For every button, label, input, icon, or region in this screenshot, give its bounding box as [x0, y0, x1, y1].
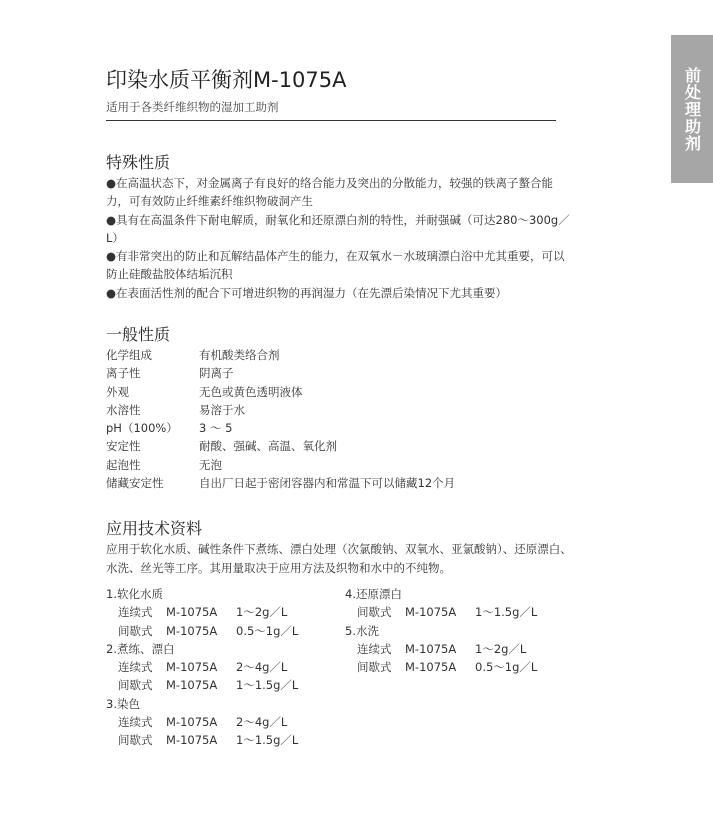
dosage-line — [345, 603, 537, 621]
property-key: 安定性 — [106, 439, 141, 454]
dosage-line — [106, 676, 298, 694]
dosage-amount: 1～2g／L — [475, 641, 527, 656]
dosage-amount: 1～1.5g／L — [236, 733, 299, 748]
dosage-product: M-1075A — [405, 641, 457, 656]
title-divider — [106, 120, 556, 121]
application-category: 3.染色 — [106, 696, 140, 711]
dosage-line — [345, 658, 537, 676]
application-category: 5.水洗 — [345, 623, 379, 638]
dosage-product: M-1075A — [166, 733, 218, 748]
section-side-tab — [671, 35, 713, 183]
dosage-product: M-1075A — [166, 678, 218, 693]
property-row — [106, 401, 455, 419]
application-list-left — [106, 585, 298, 750]
dosage-amount: 1～2g／L — [236, 605, 288, 620]
dosage-line — [106, 713, 298, 731]
application-intro: 应用于软化水质、碱性条件下煮练、漂白处理（次氯酸钠、双氧水、亚氯酸钠）、还原漂白、水洗、丝光等工序。其用量取决于应用方法及织物和水中的不纯物。 — [106, 542, 572, 575]
dosage-product: M-1075A — [166, 605, 218, 620]
page-title: 印染水质平衡剂M-1075A — [106, 68, 347, 92]
dosage-amount: 1～1.5g／L — [236, 678, 299, 693]
application-category: 1.软化水质 — [106, 587, 163, 601]
dosage-mode: 连续式 — [118, 605, 153, 620]
property-value: 无色或黄色透明液体 — [199, 384, 303, 399]
property-value: 阴离子 — [199, 366, 234, 381]
application-category: 2.煮练、漂白 — [106, 641, 175, 656]
dosage-mode: 间歇式 — [357, 660, 392, 675]
property-key: pH（100%） — [106, 421, 178, 436]
dosage-mode: 连续式 — [118, 715, 153, 730]
dosage-amount: 0.5～1g／L — [236, 623, 299, 638]
application-list-right — [345, 585, 537, 676]
feature-item: ●有非常突出的防止和瓦解结晶体产生的能力，在双氧水－水玻璃漂白浴中尤其重要，可以防止硅酸盐胶体结垢沉积 — [106, 249, 565, 282]
feature-item: ●在高温状态下，对金属离子有良好的络合能力及突出的分散能力，较强的铁离子螯合能力，可有效防止纤维素纤维织物破洞产生 — [106, 176, 554, 209]
dosage-mode: 间歇式 — [118, 733, 153, 748]
property-value: 易溶于水 — [199, 402, 245, 417]
dosage-amount: 2～4g／L — [236, 715, 288, 730]
property-value: 3 ～ 5 — [199, 421, 233, 436]
property-row — [106, 456, 455, 474]
dosage-mode: 间歇式 — [118, 678, 153, 693]
dosage-line — [106, 622, 298, 640]
property-row — [106, 346, 455, 364]
dosage-amount: 1～1.5g／L — [475, 605, 538, 620]
properties-heading: 一般性质 — [106, 325, 171, 344]
dosage-product: M-1075A — [405, 605, 457, 620]
dosage-line — [106, 731, 298, 749]
side-tab-label: 前处理助剂 — [682, 66, 702, 152]
properties-table — [106, 346, 455, 492]
property-row — [106, 383, 455, 401]
dosage-mode: 连续式 — [118, 660, 153, 675]
dosage-line — [106, 658, 298, 676]
property-value: 自出厂日起于密闭容器内和常温下可以储藏12个月 — [199, 476, 456, 491]
features-list — [106, 174, 576, 302]
application-category: 4.还原漂白 — [345, 587, 402, 601]
feature-item: ●具有在高温条件下耐电解质，耐氧化和还原漂白剂的特性，并耐强碱（可达280～300g／L） — [106, 212, 570, 245]
dosage-mode: 连续式 — [357, 641, 392, 656]
property-row — [106, 364, 455, 382]
dosage-product: M-1075A — [166, 623, 218, 638]
property-value: 无泡 — [199, 457, 222, 472]
application-heading: 应用技术资料 — [106, 519, 203, 538]
dosage-mode: 间歇式 — [357, 605, 392, 620]
property-row — [106, 474, 455, 492]
property-key: 起泡性 — [106, 457, 141, 472]
dosage-line — [106, 603, 298, 621]
dosage-amount: 0.5～1g／L — [475, 660, 538, 675]
property-key: 储藏安定性 — [106, 476, 164, 491]
property-key: 外观 — [106, 384, 129, 399]
dosage-product: M-1075A — [166, 715, 218, 730]
dosage-amount: 2～4g／L — [236, 660, 288, 675]
feature-item: ●在表面活性剂的配合下可增进织物的再润湿力（在先漂后染情况下尤其重要） — [106, 285, 508, 300]
property-key: 水溶性 — [106, 402, 141, 417]
property-key: 化学组成 — [106, 348, 152, 362]
features-heading: 特殊性质 — [106, 153, 171, 172]
dosage-mode: 间歇式 — [118, 623, 153, 638]
dosage-product: M-1075A — [405, 660, 457, 675]
property-row — [106, 419, 455, 437]
property-key: 离子性 — [106, 366, 141, 381]
property-value: 有机酸类络合剂 — [199, 348, 280, 362]
property-value: 耐酸、强碱、高温、氧化剂 — [199, 439, 337, 454]
dosage-line — [345, 640, 537, 658]
page-subtitle: 适用于各类纤维织物的湿加工助剂 — [106, 100, 279, 114]
property-row — [106, 437, 455, 455]
dosage-product: M-1075A — [166, 660, 218, 675]
